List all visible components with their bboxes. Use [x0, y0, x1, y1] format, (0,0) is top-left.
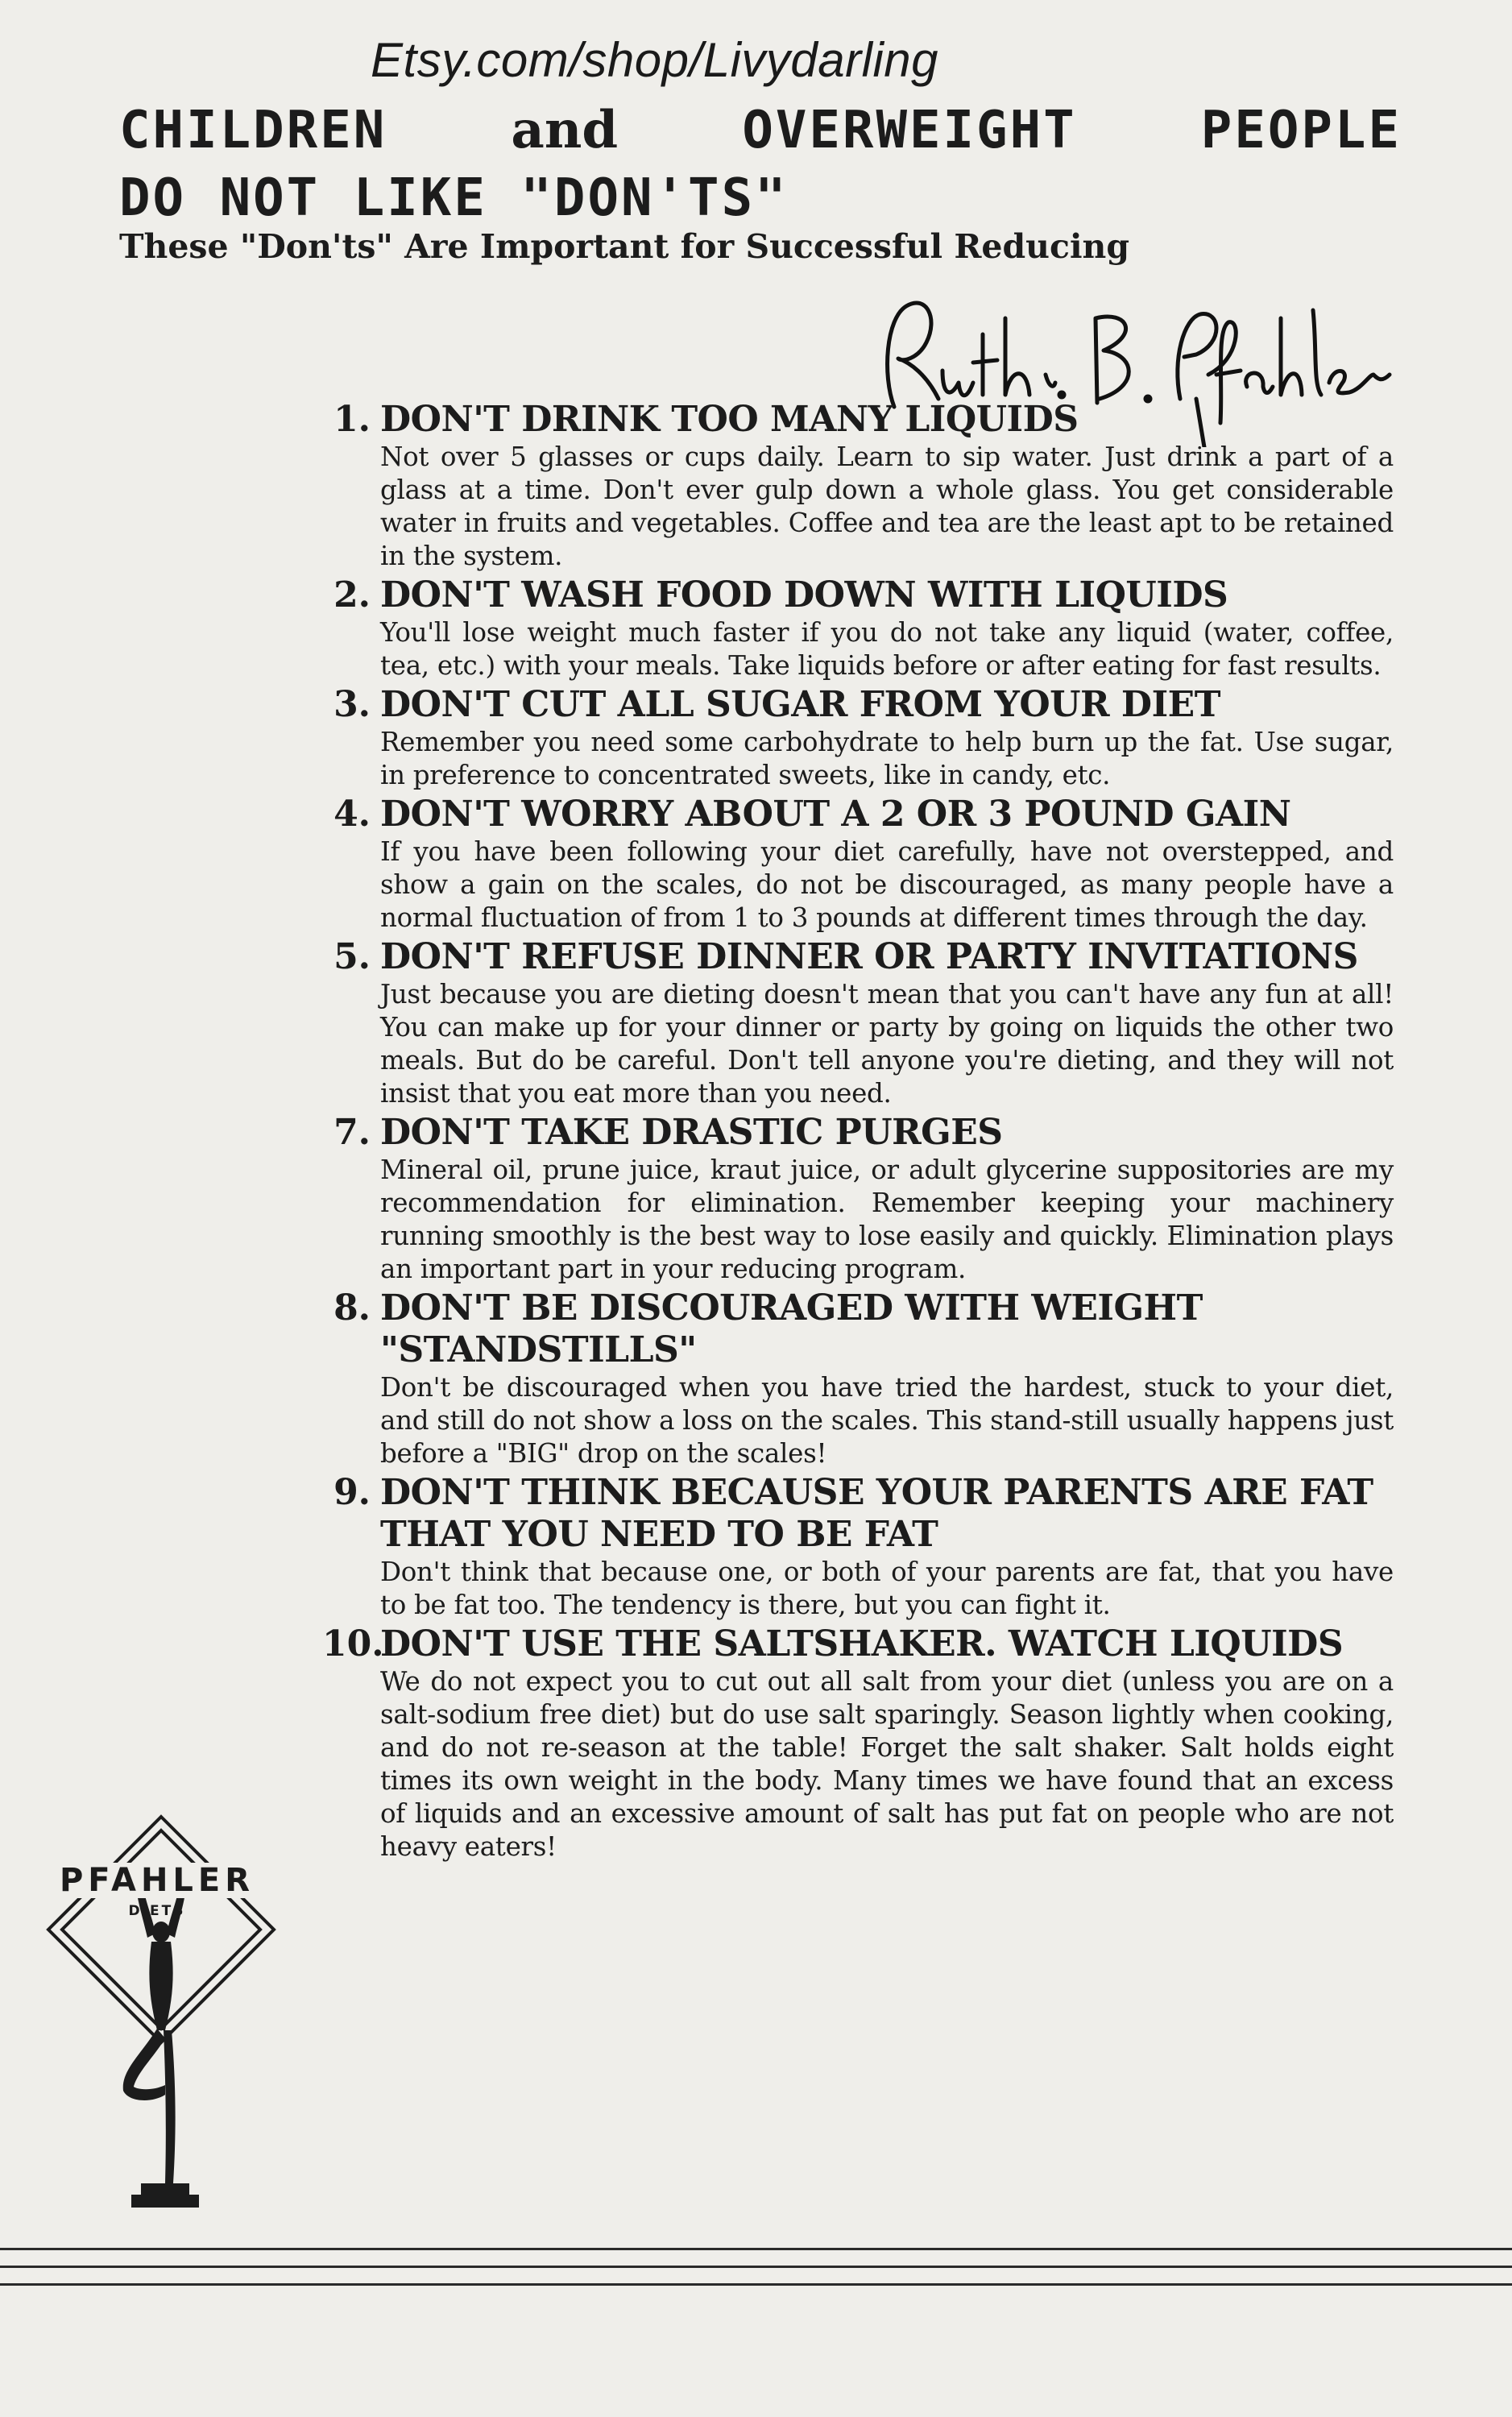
- item-number: 4.: [333, 794, 371, 835]
- item-body: Don't think that because one, or both of your parents are fat, that you have to be fat too. The tendency is there, but you can fight it.: [380, 1557, 1394, 1620]
- item-body: If you have been following your diet carefully, have not overstepped, and show a gain on the scales, do not be discouraged, as many people have a normal fluctuation of from 1 to 3 pounds at different times through the day.: [380, 836, 1394, 933]
- logo-wordmark: PFAHLER: [48, 1863, 266, 1898]
- item-heading: DON'T WASH FOOD DOWN WITH LIQUIDS: [380, 574, 1228, 616]
- list-item: [322, 1287, 1394, 1470]
- item-heading: DON'T CUT ALL SUGAR FROM YOUR DIET: [380, 684, 1220, 725]
- item-number: 3.: [333, 684, 371, 725]
- item-number: 7.: [333, 1112, 371, 1153]
- item-number: 8.: [333, 1287, 371, 1329]
- item-body: Don't be discouraged when you have tried the hardest, stuck to your diet, and still do not show a loss on the scales. This stand-still usually happens just before a "BIG" drop on the scales!: [380, 1372, 1394, 1469]
- list-item: [322, 684, 1394, 792]
- title-word-children: CHILDREN: [119, 101, 387, 160]
- footer-rule-middle: [0, 2266, 1512, 2268]
- list-item: [322, 794, 1394, 935]
- item-body: We do not expect you to cut out all salt from your diet (unless you are on a salt-sodium free diet) but do use salt sparingly. Season lightly when cooking, and do not re-season at the table! Forget the salt shaker. Salt holds eight times its own weight in the body. Many times we have found that an excess of liquids and an excessive amount of salt has put fat on people who are not heavy eaters!: [380, 1666, 1394, 1862]
- item-heading: DON'T BE DISCOURAGED WITH WEIGHT "STANDSTILLS": [380, 1287, 1203, 1370]
- item-heading: DON'T DRINK TOO MANY LIQUIDS: [380, 399, 1079, 440]
- donts-list: [322, 399, 1394, 1865]
- item-heading: DON'T THINK BECAUSE YOUR PARENTS ARE FAT THAT YOU NEED TO BE FAT: [380, 1472, 1373, 1555]
- item-number: 9.: [333, 1472, 371, 1513]
- item-body: Remember you need some carbohydrate to help burn up the fat. Use sugar, in preference to concentrated sweets, like in candy, etc.: [380, 727, 1394, 790]
- logo-subtitle: DIETS: [128, 1903, 186, 1919]
- title-line-1: [119, 97, 1402, 164]
- item-heading: DON'T WORRY ABOUT A 2 OR 3 POUND GAIN: [380, 794, 1291, 835]
- title-word-people: PEOPLE: [1200, 101, 1402, 160]
- footer-rule-bottom: [0, 2283, 1512, 2286]
- title-word-and: and: [511, 100, 619, 160]
- shop-watermark: Etsy.com/shop/Livydarling: [371, 33, 939, 87]
- title-word-overweight: OVERWEIGHT: [742, 101, 1077, 160]
- item-heading: DON'T TAKE DRASTIC PURGES: [380, 1112, 1003, 1153]
- page-subtitle: These "Don'ts" Are Important for Successful Reducing: [119, 227, 1130, 266]
- list-item: [322, 574, 1394, 682]
- item-body: You'll lose weight much faster if you do not take any liquid (water, coffee, tea, etc.) with your meals. Take liquids before or after eating for fast results.: [380, 617, 1394, 681]
- item-body: Not over 5 glasses or cups daily. Learn to sip water. Just drink a part of a glass at a time. Don't ever gulp down a whole glass. You get considerable water in fruits and vegetables. Coffee and tea are the least apt to be retained in the system.: [380, 442, 1394, 571]
- list-item: [322, 1472, 1394, 1622]
- footer-rule-top: [0, 2248, 1512, 2250]
- item-body: Mineral oil, prune juice, kraut juice, or adult glycerine suppositories are my recommendation for elimination. Remember keeping your machinery running smoothly is the best way to lose easily and quickly. Elimination plays an important part in your reducing program.: [380, 1155, 1394, 1284]
- item-body: Just because you are dieting doesn't mean that you can't have any fun at all! You can make up for your dinner or party by going on liquids the other two meals. But do be careful. Don't tell anyone you're dieting, and they will not insist that you eat more than you need.: [380, 979, 1394, 1109]
- item-heading: DON'T USE THE SALTSHAKER. WATCH LIQUIDS: [380, 1623, 1344, 1665]
- title-line-2: DO NOT LIKE "DON'TS": [119, 168, 789, 228]
- item-heading: DON'T REFUSE DINNER OR PARTY INVITATIONS: [380, 936, 1358, 977]
- list-item: [322, 399, 1394, 573]
- item-number: 5.: [333, 936, 371, 977]
- list-item: [322, 1112, 1394, 1286]
- item-number: 10.: [322, 1623, 384, 1665]
- list-item: [322, 936, 1394, 1110]
- list-item: [322, 1623, 1394, 1864]
- item-number: 2.: [333, 574, 371, 616]
- item-number: 1.: [333, 399, 371, 440]
- page-title: [119, 97, 1408, 232]
